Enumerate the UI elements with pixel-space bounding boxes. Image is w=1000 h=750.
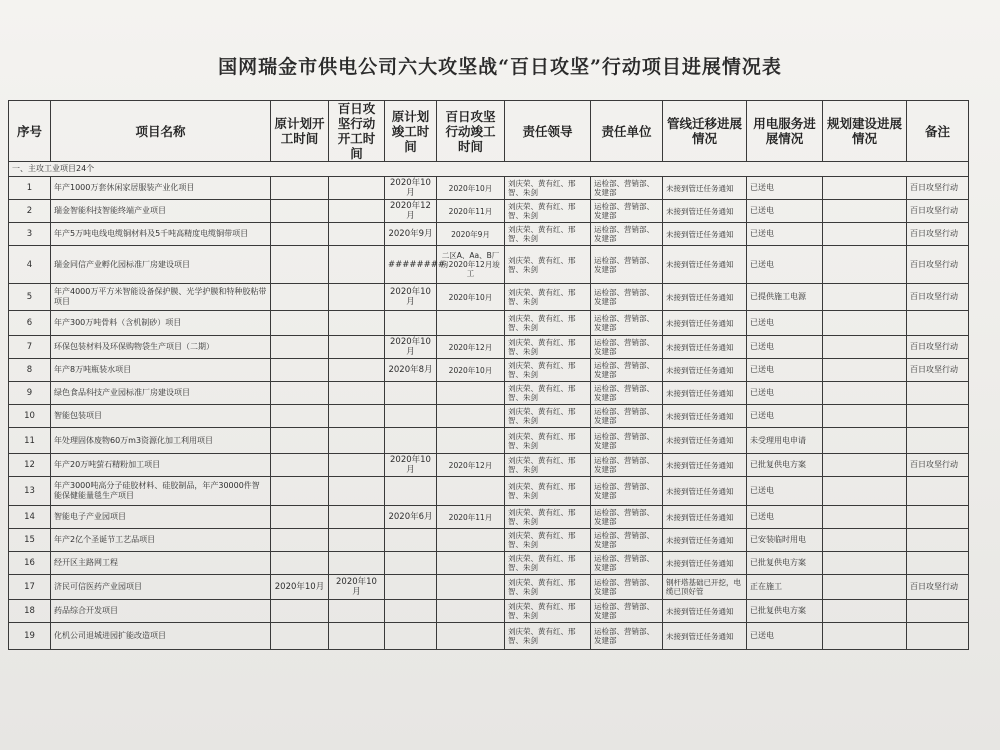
- remark-cell: 百日攻坚行动: [907, 454, 969, 477]
- table-row: [9, 506, 969, 529]
- planning-status-cell: [823, 623, 907, 650]
- header-cell: 百日攻坚行动竣工时间: [437, 101, 505, 162]
- header-cell: 备注: [907, 101, 969, 162]
- project-name: 年产5万吨电线电缆铜材料及5千吨高精度电缆铜带项目: [51, 223, 271, 246]
- plan-start-cell: [271, 223, 329, 246]
- header-cell: 责任单位: [591, 101, 663, 162]
- table-row: [9, 454, 969, 477]
- leader-cell: 刘庆荣、黄有红、邢智、朱剑: [505, 311, 591, 336]
- power-service-cell: 已送电: [747, 336, 823, 359]
- pipeline-status-cell: 钢杆塔基础已开挖，电缆已顶好管: [663, 575, 747, 600]
- unit-cell: 运检部、营销部、发建部: [591, 575, 663, 600]
- unit-cell: 运检部、营销部、发建部: [591, 428, 663, 454]
- power-service-cell: 已批复供电方案: [747, 454, 823, 477]
- unit-cell: 运检部、营销部、发建部: [591, 623, 663, 650]
- table-row: [9, 359, 969, 382]
- project-name: 药品综合开发项目: [51, 600, 271, 623]
- plan-end-cell: [385, 428, 437, 454]
- row-number: 2: [9, 200, 51, 223]
- section-label: 一、主攻工业项目24个: [9, 162, 969, 177]
- remark-cell: 百日攻坚行动: [907, 246, 969, 284]
- hundred-day-end-cell: 2020年11月: [437, 200, 505, 223]
- leader-cell: 刘庆荣、黄有红、邢智、朱剑: [505, 336, 591, 359]
- unit-cell: 运检部、营销部、发建部: [591, 600, 663, 623]
- row-number: 10: [9, 405, 51, 428]
- unit-cell: 运检部、营销部、发建部: [591, 382, 663, 405]
- unit-cell: 运检部、营销部、发建部: [591, 311, 663, 336]
- hundred-day-start-cell: [329, 246, 385, 284]
- planning-status-cell: [823, 284, 907, 311]
- pipeline-status-cell: 未接到管迁任务通知: [663, 428, 747, 454]
- power-service-cell: 已送电: [747, 223, 823, 246]
- header-cell: 序号: [9, 101, 51, 162]
- unit-cell: 运检部、营销部、发建部: [591, 506, 663, 529]
- plan-end-cell: [385, 405, 437, 428]
- plan-start-cell: [271, 454, 329, 477]
- leader-cell: 刘庆荣、黄有红、邢智、朱剑: [505, 382, 591, 405]
- leader-cell: 刘庆荣、黄有红、邢智、朱剑: [505, 506, 591, 529]
- hundred-day-start-cell: [329, 623, 385, 650]
- plan-start-cell: [271, 428, 329, 454]
- header-cell: 用电服务进展情况: [747, 101, 823, 162]
- hundred-day-end-cell: [437, 311, 505, 336]
- project-name: 智能包装项目: [51, 405, 271, 428]
- pipeline-status-cell: 未接到管迁任务通知: [663, 552, 747, 575]
- hundred-day-start-cell: [329, 311, 385, 336]
- hundred-day-end-cell: 2020年10月: [437, 359, 505, 382]
- section-row: [9, 162, 969, 177]
- leader-cell: 刘庆荣、黄有红、邢智、朱剑: [505, 428, 591, 454]
- pipeline-status-cell: 未接到管迁任务通知: [663, 600, 747, 623]
- table-row: [9, 529, 969, 552]
- remark-cell: [907, 382, 969, 405]
- power-service-cell: 已送电: [747, 200, 823, 223]
- table-row: [9, 600, 969, 623]
- table-row: [9, 177, 969, 200]
- leader-cell: 刘庆荣、黄有红、邢智、朱剑: [505, 223, 591, 246]
- leader-cell: 刘庆荣、黄有红、邢智、朱剑: [505, 177, 591, 200]
- project-name: 瑞金同信产业孵化园标准厂房建设项目: [51, 246, 271, 284]
- plan-end-cell: 2020年9月: [385, 223, 437, 246]
- plan-end-cell: [385, 600, 437, 623]
- unit-cell: 运检部、营销部、发建部: [591, 223, 663, 246]
- row-number: 18: [9, 600, 51, 623]
- hundred-day-end-cell: 2020年9月: [437, 223, 505, 246]
- unit-cell: 运检部、营销部、发建部: [591, 336, 663, 359]
- planning-status-cell: [823, 200, 907, 223]
- leader-cell: 刘庆荣、黄有红、邢智、朱剑: [505, 575, 591, 600]
- pipeline-status-cell: 未接到管迁任务通知: [663, 623, 747, 650]
- unit-cell: 运检部、营销部、发建部: [591, 246, 663, 284]
- plan-end-cell: 2020年10月: [385, 284, 437, 311]
- row-number: 12: [9, 454, 51, 477]
- leader-cell: 刘庆荣、黄有红、邢智、朱剑: [505, 529, 591, 552]
- table-row: [9, 284, 969, 311]
- hundred-day-start-cell: [329, 506, 385, 529]
- project-name: 年产2亿个圣诞节工艺品项目: [51, 529, 271, 552]
- table-row: [9, 200, 969, 223]
- power-service-cell: 已安装临时用电: [747, 529, 823, 552]
- pipeline-status-cell: 未接到管迁任务通知: [663, 177, 747, 200]
- row-number: 14: [9, 506, 51, 529]
- pipeline-status-cell: 未接到管迁任务通知: [663, 529, 747, 552]
- plan-end-cell: [385, 477, 437, 506]
- leader-cell: 刘庆荣、黄有红、邢智、朱剑: [505, 405, 591, 428]
- plan-end-cell: [385, 382, 437, 405]
- plan-start-cell: [271, 623, 329, 650]
- header-cell: 项目名称: [51, 101, 271, 162]
- plan-start-cell: [271, 359, 329, 382]
- plan-start-cell: [271, 246, 329, 284]
- plan-end-cell: [385, 575, 437, 600]
- plan-start-cell: [271, 405, 329, 428]
- unit-cell: 运检部、营销部、发建部: [591, 454, 663, 477]
- power-service-cell: 已送电: [747, 405, 823, 428]
- project-name: 年产4000万平方米智能设备保护膜、光学护膜和特种胶粘带项目: [51, 284, 271, 311]
- power-service-cell: 已送电: [747, 359, 823, 382]
- unit-cell: 运检部、营销部、发建部: [591, 359, 663, 382]
- remark-cell: 百日攻坚行动: [907, 223, 969, 246]
- plan-start-cell: [271, 477, 329, 506]
- plan-start-cell: [271, 177, 329, 200]
- remark-cell: [907, 405, 969, 428]
- planning-status-cell: [823, 405, 907, 428]
- plan-end-cell: 2020年10月: [385, 336, 437, 359]
- header-cell: 百日攻坚行动开工时间: [329, 101, 385, 162]
- pipeline-status-cell: 未接到管迁任务通知: [663, 311, 747, 336]
- hundred-day-end-cell: [437, 428, 505, 454]
- leader-cell: 刘庆荣、黄有红、邢智、朱剑: [505, 552, 591, 575]
- remark-cell: [907, 506, 969, 529]
- hundred-day-end-cell: [437, 477, 505, 506]
- unit-cell: 运检部、营销部、发建部: [591, 284, 663, 311]
- row-number: 19: [9, 623, 51, 650]
- pipeline-status-cell: 未接到管迁任务通知: [663, 336, 747, 359]
- table-row: [9, 336, 969, 359]
- planning-status-cell: [823, 246, 907, 284]
- plan-start-cell: [271, 600, 329, 623]
- leader-cell: 刘庆荣、黄有红、邢智、朱剑: [505, 359, 591, 382]
- hundred-day-end-cell: [437, 552, 505, 575]
- row-number: 13: [9, 477, 51, 506]
- row-number: 8: [9, 359, 51, 382]
- planning-status-cell: [823, 336, 907, 359]
- header-cell: 规划建设进展情况: [823, 101, 907, 162]
- plan-end-cell: 2020年10月: [385, 454, 437, 477]
- hundred-day-end-cell: [437, 623, 505, 650]
- remark-cell: 百日攻坚行动: [907, 284, 969, 311]
- project-name: 济民可信医药产业园项目: [51, 575, 271, 600]
- table-row: [9, 552, 969, 575]
- project-name: 经开区主路网工程: [51, 552, 271, 575]
- power-service-cell: 已送电: [747, 477, 823, 506]
- hundred-day-end-cell: [437, 600, 505, 623]
- hundred-day-start-cell: [329, 359, 385, 382]
- hundred-day-start-cell: [329, 336, 385, 359]
- pipeline-status-cell: 未接到管迁任务通知: [663, 246, 747, 284]
- table-row: [9, 311, 969, 336]
- planning-status-cell: [823, 529, 907, 552]
- plan-start-cell: [271, 311, 329, 336]
- project-name: 年产3000吨高分子硅胶材料、硅胶制品，年产30000件智能保健能量毯生产项目: [51, 477, 271, 506]
- hundred-day-end-cell: [437, 405, 505, 428]
- plan-start-cell: [271, 529, 329, 552]
- row-number: 16: [9, 552, 51, 575]
- unit-cell: 运检部、营销部、发建部: [591, 405, 663, 428]
- hundred-day-end-cell: 2020年10月: [437, 284, 505, 311]
- planning-status-cell: [823, 600, 907, 623]
- pipeline-status-cell: 未接到管迁任务通知: [663, 506, 747, 529]
- leader-cell: 刘庆荣、黄有红、邢智、朱剑: [505, 477, 591, 506]
- plan-start-cell: [271, 336, 329, 359]
- remark-cell: [907, 428, 969, 454]
- hundred-day-end-cell: 二区A、Aa、B厂房2020年12月竣工: [437, 246, 505, 284]
- plan-start-cell: 2020年10月: [271, 575, 329, 600]
- power-service-cell: 已送电: [747, 382, 823, 405]
- hundred-day-start-cell: [329, 223, 385, 246]
- pipeline-status-cell: 未接到管迁任务通知: [663, 223, 747, 246]
- plan-end-cell: [385, 552, 437, 575]
- table-row: [9, 223, 969, 246]
- remark-cell: 百日攻坚行动: [907, 575, 969, 600]
- remark-cell: 百日攻坚行动: [907, 359, 969, 382]
- remark-cell: 百日攻坚行动: [907, 177, 969, 200]
- leader-cell: 刘庆荣、黄有红、邢智、朱剑: [505, 454, 591, 477]
- table-row: [9, 428, 969, 454]
- row-number: 5: [9, 284, 51, 311]
- project-name: 年产20万吨萤石精粉加工项目: [51, 454, 271, 477]
- power-service-cell: 已送电: [747, 623, 823, 650]
- row-number: 15: [9, 529, 51, 552]
- planning-status-cell: [823, 477, 907, 506]
- plan-start-cell: [271, 284, 329, 311]
- table-row: [9, 477, 969, 506]
- table-row: [9, 246, 969, 284]
- pipeline-status-cell: 未接到管迁任务通知: [663, 405, 747, 428]
- hundred-day-end-cell: [437, 529, 505, 552]
- plan-end-cell: ########: [385, 246, 437, 284]
- row-number: 1: [9, 177, 51, 200]
- planning-status-cell: [823, 177, 907, 200]
- header-row: [9, 101, 969, 162]
- plan-start-cell: [271, 382, 329, 405]
- table-row: [9, 382, 969, 405]
- power-service-cell: 已送电: [747, 246, 823, 284]
- hundred-day-end-cell: [437, 575, 505, 600]
- remark-cell: [907, 623, 969, 650]
- plan-start-cell: [271, 552, 329, 575]
- hundred-day-end-cell: 2020年10月: [437, 177, 505, 200]
- plan-start-cell: [271, 506, 329, 529]
- hundred-day-start-cell: 2020年10月: [329, 575, 385, 600]
- power-service-cell: 已送电: [747, 177, 823, 200]
- row-number: 11: [9, 428, 51, 454]
- project-name: 瑞金智能科技智能终端产业项目: [51, 200, 271, 223]
- pipeline-status-cell: 未接到管迁任务通知: [663, 284, 747, 311]
- unit-cell: 运检部、营销部、发建部: [591, 177, 663, 200]
- table-row: [9, 405, 969, 428]
- unit-cell: 运检部、营销部、发建部: [591, 200, 663, 223]
- planning-status-cell: [823, 428, 907, 454]
- row-number: 3: [9, 223, 51, 246]
- table-row: [9, 575, 969, 600]
- hundred-day-end-cell: 2020年12月: [437, 336, 505, 359]
- header-cell: 责任领导: [505, 101, 591, 162]
- remark-cell: [907, 552, 969, 575]
- pipeline-status-cell: 未接到管迁任务通知: [663, 382, 747, 405]
- planning-status-cell: [823, 311, 907, 336]
- project-name: 环保包装材料及环保购物袋生产项目（二期）: [51, 336, 271, 359]
- plan-end-cell: [385, 623, 437, 650]
- planning-status-cell: [823, 506, 907, 529]
- plan-end-cell: [385, 529, 437, 552]
- hundred-day-start-cell: [329, 200, 385, 223]
- project-name: 绿色食品科技产业园标准厂房建设项目: [51, 382, 271, 405]
- hundred-day-start-cell: [329, 284, 385, 311]
- remark-cell: 百日攻坚行动: [907, 200, 969, 223]
- remark-cell: 百日攻坚行动: [907, 336, 969, 359]
- remark-cell: [907, 529, 969, 552]
- hundred-day-end-cell: 2020年11月: [437, 506, 505, 529]
- plan-end-cell: [385, 311, 437, 336]
- hundred-day-start-cell: [329, 405, 385, 428]
- planning-status-cell: [823, 223, 907, 246]
- plan-end-cell: 2020年12月: [385, 200, 437, 223]
- project-name: 年产300万吨骨料（含机制砂）项目: [51, 311, 271, 336]
- power-service-cell: 已批复供电方案: [747, 552, 823, 575]
- header-cell: 原计划开工时间: [271, 101, 329, 162]
- planning-status-cell: [823, 575, 907, 600]
- header-cell: 原计划竣工时间: [385, 101, 437, 162]
- unit-cell: 运检部、营销部、发建部: [591, 529, 663, 552]
- unit-cell: 运检部、营销部、发建部: [591, 552, 663, 575]
- hundred-day-start-cell: [329, 428, 385, 454]
- planning-status-cell: [823, 552, 907, 575]
- hundred-day-start-cell: [329, 177, 385, 200]
- planning-status-cell: [823, 359, 907, 382]
- power-service-cell: 已提供施工电源: [747, 284, 823, 311]
- remark-cell: [907, 477, 969, 506]
- power-service-cell: 已批复供电方案: [747, 600, 823, 623]
- pipeline-status-cell: 未接到管迁任务通知: [663, 477, 747, 506]
- row-number: 6: [9, 311, 51, 336]
- project-name: 年处理固体废物60万m3资源化加工利用项目: [51, 428, 271, 454]
- remark-cell: [907, 600, 969, 623]
- hundred-day-end-cell: [437, 382, 505, 405]
- power-service-cell: 已送电: [747, 506, 823, 529]
- project-name: 年产8万吨瓶装水项目: [51, 359, 271, 382]
- project-name: 化机公司退城进园扩能改造项目: [51, 623, 271, 650]
- plan-end-cell: 2020年8月: [385, 359, 437, 382]
- hundred-day-end-cell: 2020年12月: [437, 454, 505, 477]
- pipeline-status-cell: 未接到管迁任务通知: [663, 359, 747, 382]
- power-service-cell: 正在施工: [747, 575, 823, 600]
- table-row: [9, 623, 969, 650]
- leader-cell: 刘庆荣、黄有红、邢智、朱剑: [505, 623, 591, 650]
- power-service-cell: 未受理用电申请: [747, 428, 823, 454]
- row-number: 17: [9, 575, 51, 600]
- row-number: 7: [9, 336, 51, 359]
- planning-status-cell: [823, 382, 907, 405]
- hundred-day-start-cell: [329, 454, 385, 477]
- leader-cell: 刘庆荣、黄有红、邢智、朱剑: [505, 600, 591, 623]
- plan-end-cell: 2020年10月: [385, 177, 437, 200]
- row-number: 9: [9, 382, 51, 405]
- hundred-day-start-cell: [329, 477, 385, 506]
- remark-cell: [907, 311, 969, 336]
- leader-cell: 刘庆荣、黄有红、邢智、朱剑: [505, 246, 591, 284]
- pipeline-status-cell: 未接到管迁任务通知: [663, 200, 747, 223]
- hundred-day-start-cell: [329, 600, 385, 623]
- plan-start-cell: [271, 200, 329, 223]
- leader-cell: 刘庆荣、黄有红、邢智、朱剑: [505, 200, 591, 223]
- planning-status-cell: [823, 454, 907, 477]
- hundred-day-start-cell: [329, 552, 385, 575]
- row-number: 4: [9, 246, 51, 284]
- leader-cell: 刘庆荣、黄有红、邢智、朱剑: [505, 284, 591, 311]
- power-service-cell: 已送电: [747, 311, 823, 336]
- progress-table: [8, 100, 969, 650]
- project-name: 智能电子产业园项目: [51, 506, 271, 529]
- project-name: 年产1000万套休闲家居服装产业化项目: [51, 177, 271, 200]
- plan-end-cell: 2020年6月: [385, 506, 437, 529]
- unit-cell: 运检部、营销部、发建部: [591, 477, 663, 506]
- hundred-day-start-cell: [329, 529, 385, 552]
- page-title: 国网瑞金市供电公司六大攻坚战“百日攻坚”行动项目进展情况表: [218, 56, 782, 78]
- hundred-day-start-cell: [329, 382, 385, 405]
- pipeline-status-cell: 未接到管迁任务通知: [663, 454, 747, 477]
- header-cell: 管线迁移进展情况: [663, 101, 747, 162]
